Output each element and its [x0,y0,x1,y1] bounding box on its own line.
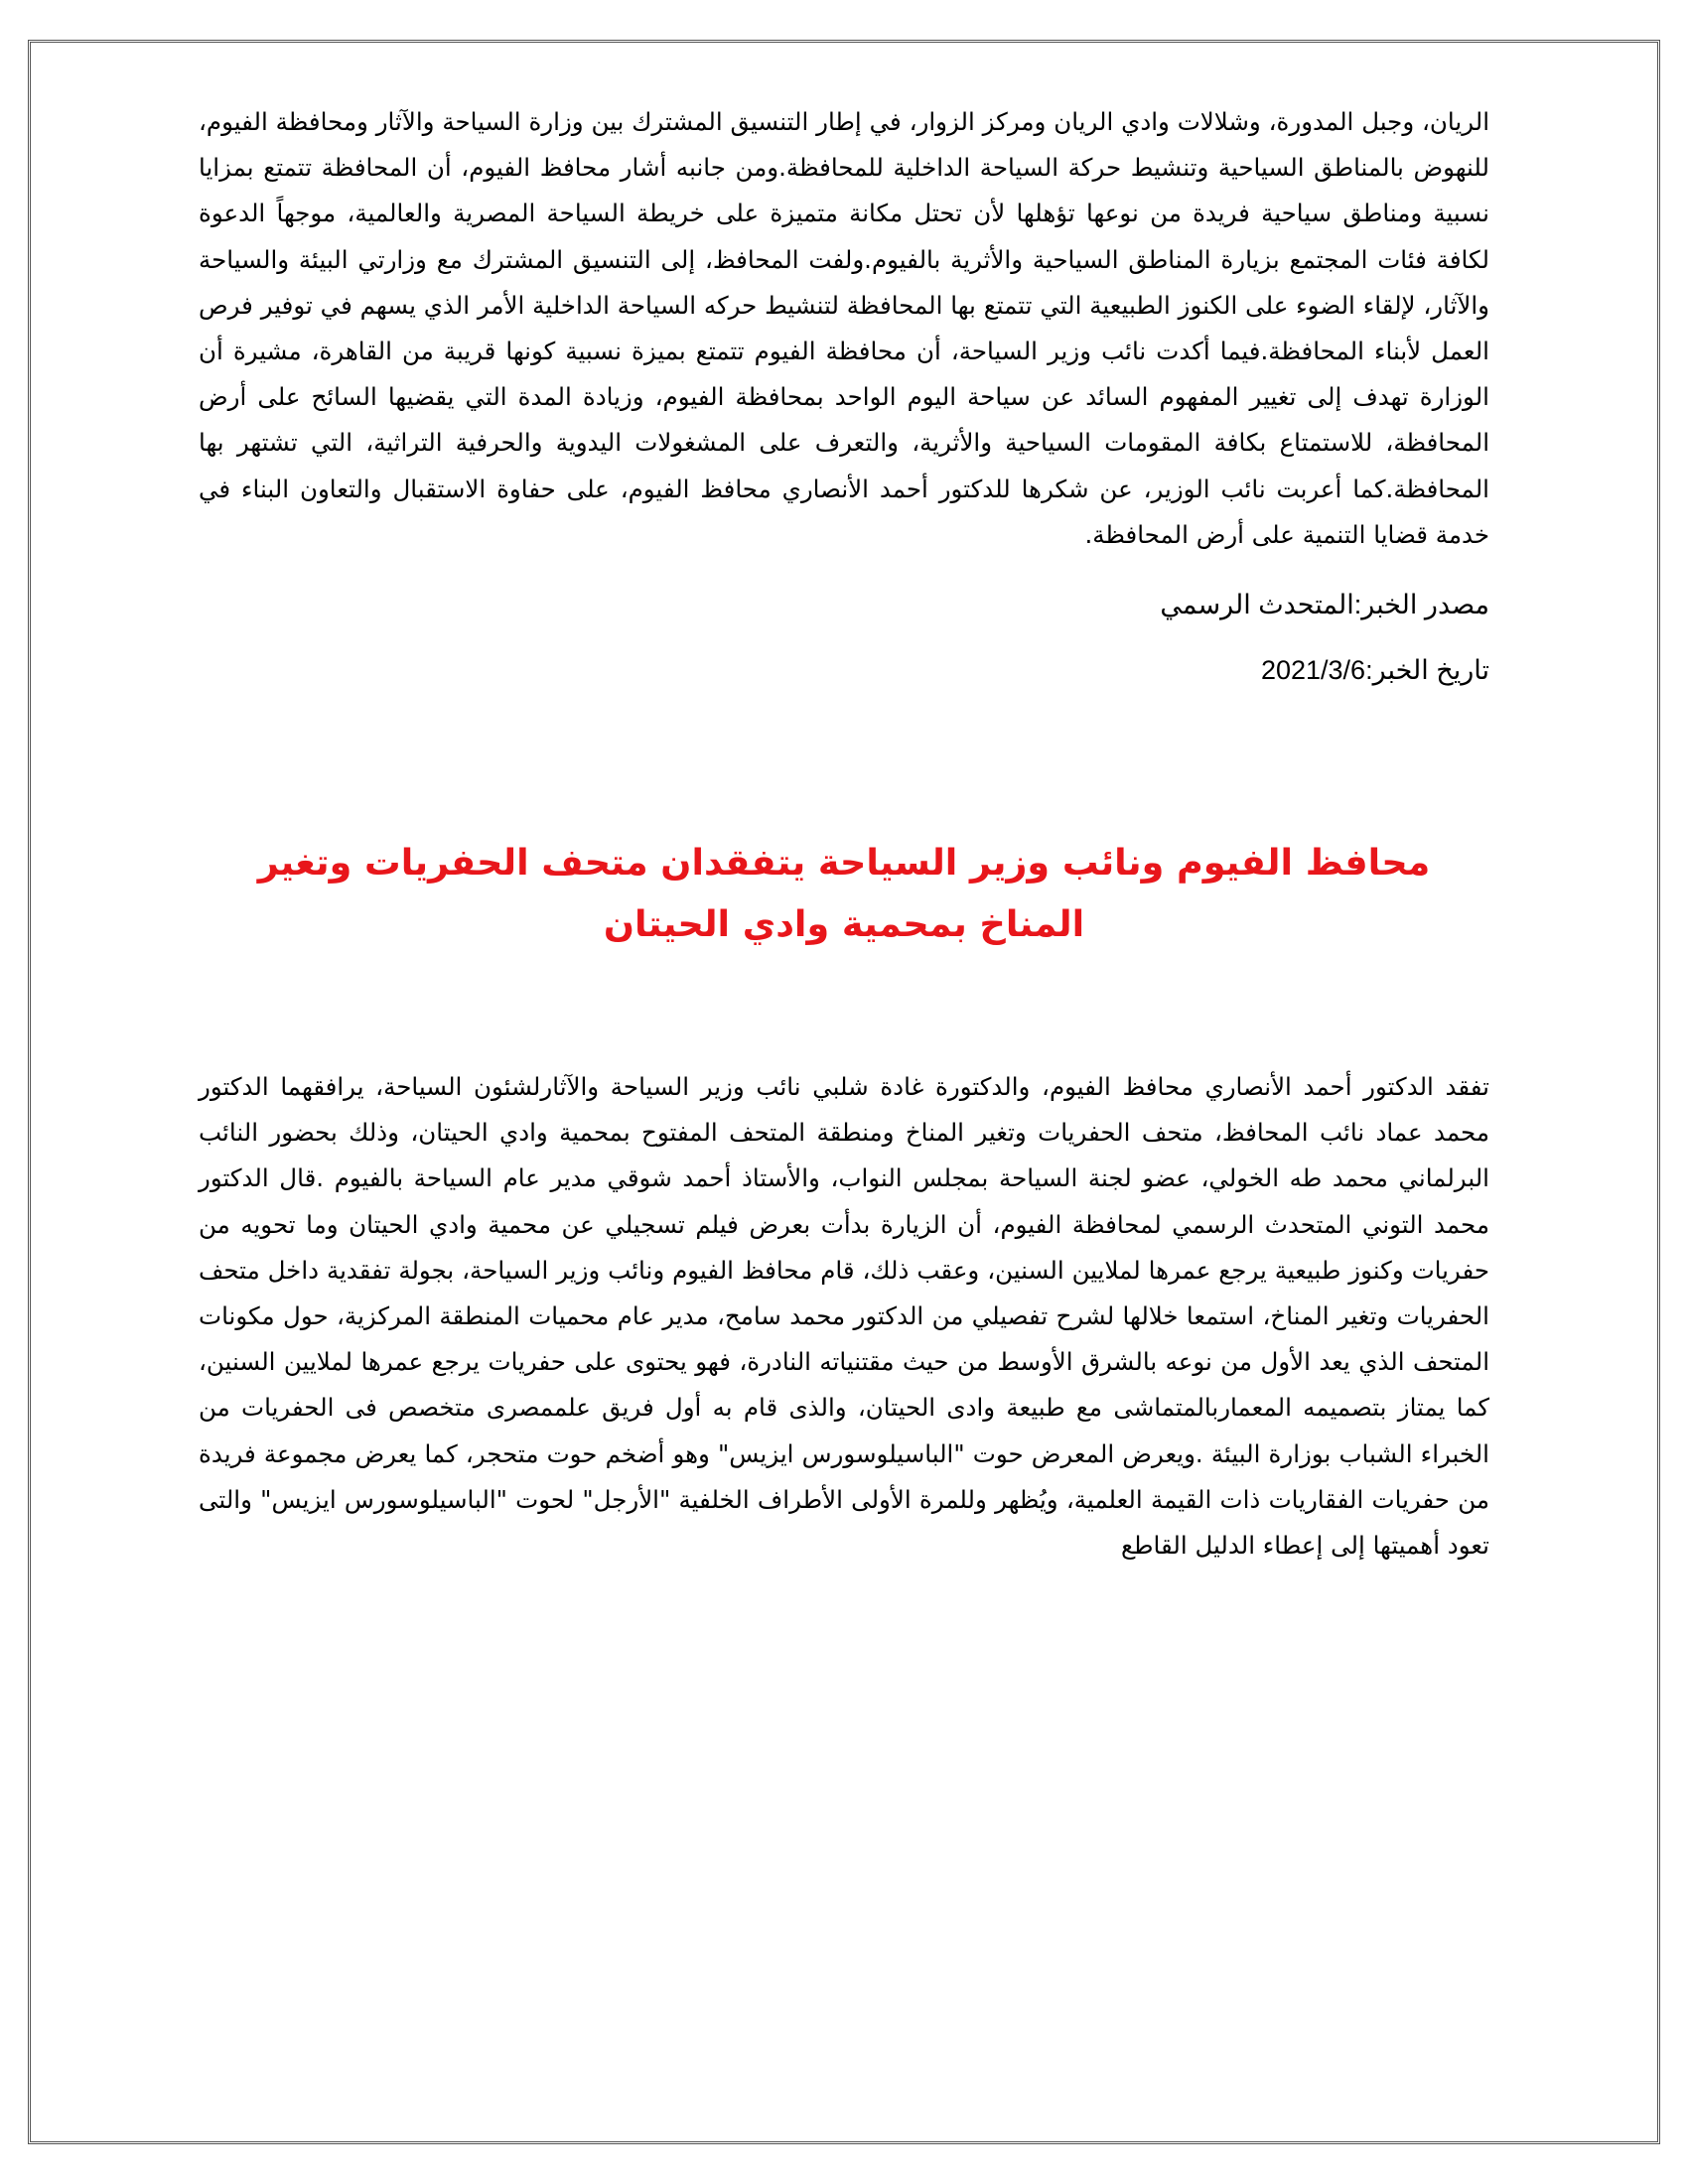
article-two-title: محافظ الفيوم ونائب وزير السياحة يتفقدان متحف الحفريات وتغير المناخ بمحمية وادي الحيتان [257,841,1431,946]
news-date-line: تاريخ الخبر:2021/3/6 [1260,655,1489,686]
article-two-body: تفقد الدكتور أحمد الأنصاري محافظ الفيوم، والدكتورة غادة شلبي نائب وزير السياحة والآثارلشئون السياحة، يرافقهما الدكتور محمد عماد نائب المحافظ، متحف الحفريات وتغير المناخ ومنطقة المتحف المفتوح بمحمية وادي الحيتان، وذلك بحضور النائب البرلماني محمد طه الخولي، عضو لجنة السياحة بمجلس النواب، والأستاذ أحمد شوقي مدير عام السياحة بالفيوم .قال الدكتور محمد التوني المتحدث الرسمي لمحافظة الفيوم، أن الزيارة بدأت بعرض فيلم تسجيلي عن محمية وادي الحيتان وما تحويه من حفريات وكنوز طبيعية يرجع عمرها لملايين السنين، وعقب ذلك، قام محافظ الفيوم ونائب وزير السياحة، بجولة تفقدية داخل متحف الحفريات وتغير المناخ، استمعا خلالها لشرح تفصيلي من الدكتور محمد سامح، مدير عام محميات المنطقة المركزية، حول مكونات المتحف الذي يعد الأول من نوعه بالشرق الأوسط من حيث مقتنياته النادرة، فهو يحتوى على حفريات يرجع عمرها لملايين السنين، كما يمتاز بتصميمه المعماربالمتماشى مع طبيعة وادى الحيتان، والذى قام به أول فريق علممصرى متخصص فى الحفريات من الخبراء الشباب بوزارة البيئة .ويعرض المعرض حوت "الباسيلوسورس ايزيس" وهو أضخم حوت متحجر، كما يعرض مجموعة فريدة من حفريات الفقاريات ذات القيمة العلمية، ويُظهر وللمرة الأولى الأطراف الخلفية "الأرجل" لحوت "الباسيلوسورس ايزيس" والتى تعود أهميتها إلى إعطاء الدليل القاطع [199,1072,1489,1561]
document-content [199,99,1489,1569]
article-one-body: الريان، وجبل المدورة، وشلالات وادي الريان ومركز الزوار، في إطار التنسيق المشترك بين وزارة السياحة والآثار ومحافظة الفيوم، للنهوض بالمناطق السياحية وتنشيط حركة السياحة الداخلية للمحافظة.ومن جانبه أشار محافظ الفيوم، أن المحافظة تتمتع بمزايا نسبية ومناطق سياحية فريدة من نوعها تؤهلها لأن تحتل مكانة متميزة على خريطة السياحة المصرية والعالمية، موجهاً الدعوة لكافة فئات المجتمع بزيارة المناطق السياحية والأثرية بالفيوم.ولفت المحافظ، إلى التنسيق المشترك مع وزارتي البيئة والسياحة والآثار، لإلقاء الضوء على الكنوز الطبيعية التي تتمتع بها المحافظة لتنشيط حركه السياحة الداخلية الأمر الذي يسهم في توفير فرص العمل لأبناء المحافظة.فيما أكدت نائب وزير السياحة، أن محافظة الفيوم تتمتع بميزة نسبية كونها قريبة من القاهرة، مشيرة أن الوزارة تهدف إلى تغيير المفهوم السائد عن سياحة اليوم الواحد بمحافظة الفيوم، وزيادة المدة التي يقضيها السائح على أرض المحافظة، للاستمتاع بكافة المقومات السياحية والأثرية، والتعرف على المشغولات اليدوية والحرفية التراثية، التي تشتهر بها المحافظة.كما أعربت نائب الوزير، عن شكرها للدكتور أحمد الأنصاري محافظ الفيوم، على حفاوة الاستقبال والتعاون البناء في خدمة قضايا التنمية على أرض المحافظة. [199,107,1489,549]
news-source-line: مصدر الخبر:المتحدث الرسمي [1160,590,1489,620]
